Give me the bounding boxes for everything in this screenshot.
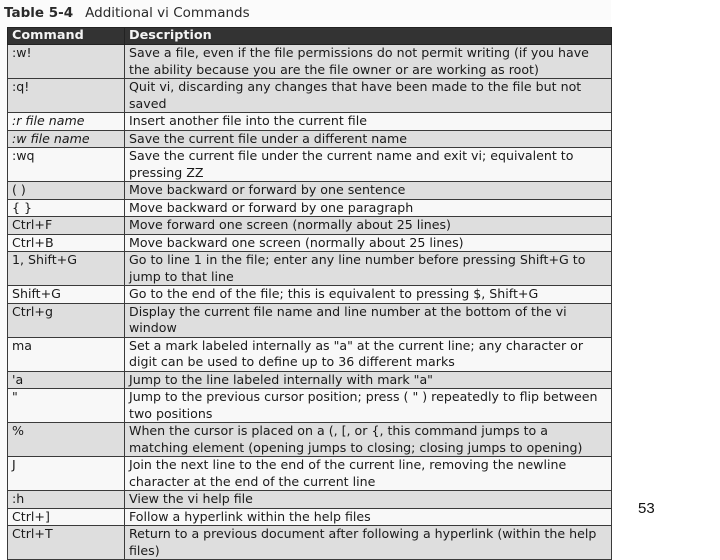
description-cell: Go to the end of the file; this is equivalent to pressing $, Shift+G — [125, 286, 612, 304]
command-cell: :q! — [8, 79, 125, 113]
table-row — [8, 182, 612, 200]
description-cell: Jump to the previous cursor position; press ( " ) repeatedly to flip between two positions — [125, 389, 612, 423]
header-description: Description — [125, 28, 612, 45]
command-cell: 1, Shift+G — [8, 252, 125, 286]
header-command: Command — [8, 28, 125, 45]
table-row — [8, 113, 612, 131]
table-row — [8, 526, 612, 560]
command-cell: 'a — [8, 371, 125, 389]
table-row — [8, 199, 612, 217]
table-row — [8, 217, 612, 235]
command-cell: ( ) — [8, 182, 125, 200]
command-cell: Ctrl+] — [8, 508, 125, 526]
description-cell: Jump to the line labeled internally with mark "a" — [125, 371, 612, 389]
command-cell: :w! — [8, 45, 125, 79]
table-row — [8, 79, 612, 113]
command-cell: Ctrl+F — [8, 217, 125, 235]
command-cell: :h — [8, 491, 125, 509]
description-cell: Go to line 1 in the file; enter any line number before pressing Shift+G to jump to that line — [125, 252, 612, 286]
table-row — [8, 457, 612, 491]
description-cell: Save a file, even if the file permissions do not permit writing (if you have the ability because you are the file owner or are working as root) — [125, 45, 612, 79]
table-row — [8, 286, 612, 304]
command-cell: :wq — [8, 148, 125, 182]
description-cell: Return to a previous document after following a hyperlink (within the help files) — [125, 526, 612, 560]
table-row — [8, 45, 612, 79]
description-cell: Move backward one screen (normally about 25 lines) — [125, 234, 612, 252]
description-cell: View the vi help file — [125, 491, 612, 509]
table-title: Additional vi Commands — [85, 5, 250, 21]
table-row — [8, 252, 612, 286]
description-cell: Quit vi, discarding any changes that have been made to the file but not saved — [125, 79, 612, 113]
command-cell: { } — [8, 199, 125, 217]
command-cell: Shift+G — [8, 286, 125, 304]
page-number: 53 — [638, 500, 655, 517]
description-cell: Save the current file under the current name and exit vi; equivalent to pressing ZZ — [125, 148, 612, 182]
table-row — [8, 130, 612, 148]
table-row — [8, 148, 612, 182]
table-number: Table 5-4 — [4, 5, 74, 21]
table-row — [8, 371, 612, 389]
vi-commands-table — [7, 27, 612, 560]
command-cell: " — [8, 389, 125, 423]
table-row — [8, 337, 612, 371]
command-cell: Ctrl+g — [8, 303, 125, 337]
table-row — [8, 303, 612, 337]
description-cell: Move forward one screen (normally about 25 lines) — [125, 217, 612, 235]
command-cell: :r file name — [8, 113, 125, 131]
description-cell: Save the current file under a different name — [125, 130, 612, 148]
description-cell: Follow a hyperlink within the help files — [125, 508, 612, 526]
table-row — [8, 423, 612, 457]
description-cell: Move backward or forward by one sentence — [125, 182, 612, 200]
command-cell: Ctrl+T — [8, 526, 125, 560]
command-cell: ma — [8, 337, 125, 371]
table-header-row — [8, 28, 612, 45]
command-cell: % — [8, 423, 125, 457]
command-cell: J — [8, 457, 125, 491]
table-row — [8, 389, 612, 423]
table-row — [8, 491, 612, 509]
description-cell: Set a mark labeled internally as "a" at the current line; any character or digit can be used to define up to 36 different marks — [125, 337, 612, 371]
table-row — [8, 234, 612, 252]
command-cell: :w file name — [8, 130, 125, 148]
description-cell: Insert another file into the current file — [125, 113, 612, 131]
description-cell: When the cursor is placed on a (, [, or {, this command jumps to a matching element (opening jumps to closing; closing jumps to opening) — [125, 423, 612, 457]
description-cell: Display the current file name and line number at the bottom of the vi window — [125, 303, 612, 337]
table-row — [8, 508, 612, 526]
description-cell: Join the next line to the end of the current line, removing the newline character at the end of the current line — [125, 457, 612, 491]
description-cell: Move backward or forward by one paragraph — [125, 199, 612, 217]
table-caption — [4, 5, 250, 25]
command-cell: Ctrl+B — [8, 234, 125, 252]
table-body — [8, 45, 612, 560]
